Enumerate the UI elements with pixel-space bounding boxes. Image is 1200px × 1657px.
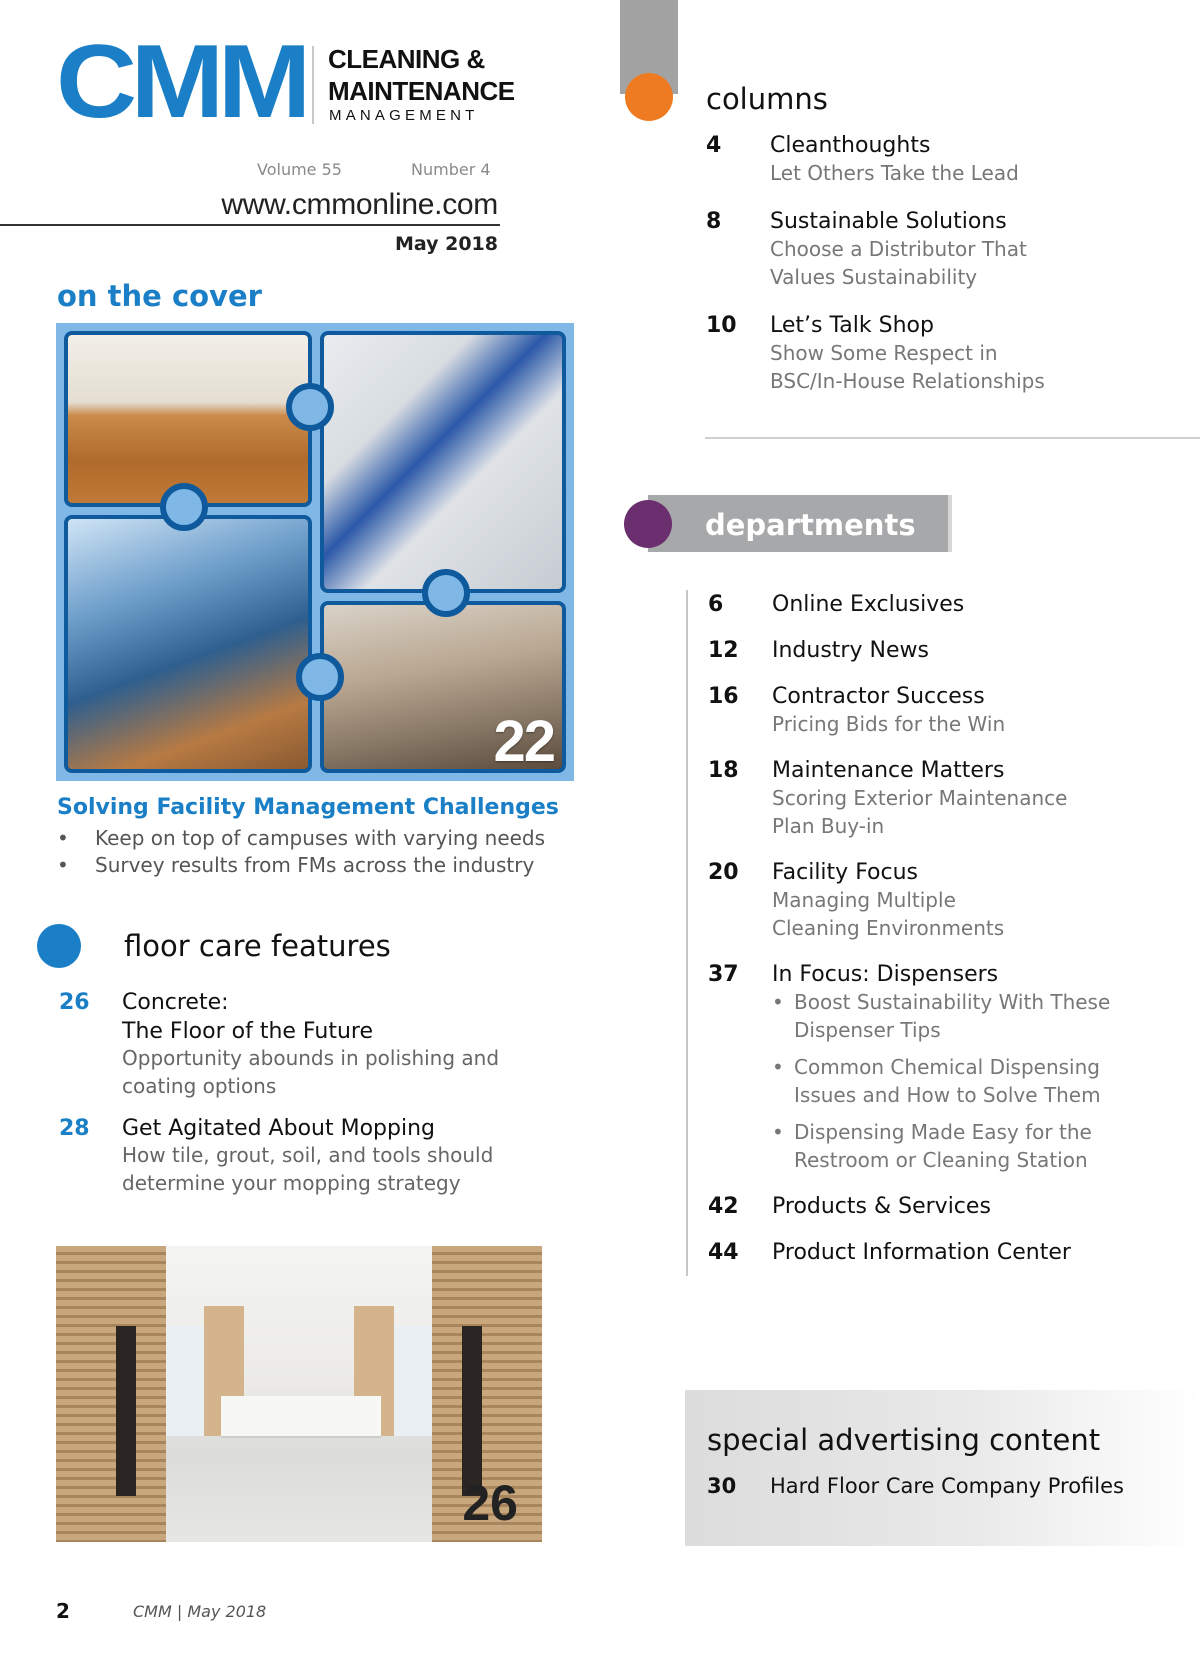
toc-entry-bullet: • Common Chemical Dispensing Issues and How to Solve Them: [772, 1055, 1101, 1107]
toc-entry-description: Opportunity abounds in polishing and: [122, 1046, 500, 1070]
toc-entry-description: Scoring Exterior Maintenance: [772, 786, 1068, 810]
columns-dot-icon: [625, 73, 673, 121]
gym-photo: [64, 331, 312, 507]
cover-puzzle-image: [56, 323, 574, 781]
volume-label: Volume 55: [257, 160, 342, 179]
toc-page-number: 20: [708, 860, 739, 885]
puzzle-knob-icon: [422, 569, 470, 617]
floor-care-heading: floor care features: [124, 929, 391, 963]
cover-bullet: • Survey results from FMs across the industry: [57, 853, 535, 877]
toc-entry-description: Choose a Distributor That: [770, 237, 1027, 261]
toc-entry-description: How tile, grout, soil, and tools should: [122, 1143, 494, 1167]
cmm-logo: CMM: [56, 24, 305, 140]
toc-page-number: 44: [708, 1240, 739, 1265]
cover-bullet: • Keep on top of campuses with varying needs: [57, 826, 546, 850]
folio-magazine-date: CMM | May 2018: [133, 1602, 267, 1621]
toc-entry-description: BSC/In-House Relationships: [770, 369, 1045, 393]
toc-entry-title[interactable]: Hard Floor Care Company Profiles: [770, 1474, 1124, 1498]
toc-page-number: 18: [708, 758, 739, 783]
toc-entry-description: coating options: [122, 1074, 277, 1098]
lobby-photo: [56, 1246, 542, 1542]
toc-entry-title[interactable]: Contractor Success: [772, 684, 985, 709]
issue-number-label: Number 4: [411, 160, 491, 179]
on-the-cover-heading: on the cover: [57, 279, 262, 313]
toc-page-number: 42: [708, 1194, 739, 1219]
toc-entry-description: Plan Buy-in: [772, 814, 885, 838]
toc-entry-description: determine your mopping strategy: [122, 1171, 461, 1195]
toc-page-number: 12: [708, 638, 739, 663]
columns-heading: columns: [706, 82, 828, 116]
toc-page-number: 6: [708, 592, 724, 617]
cover-story-title[interactable]: Solving Facility Management Challenges: [57, 795, 559, 820]
departments-heading: departments: [705, 508, 916, 542]
toc-entry-description: Let Others Take the Lead: [770, 161, 1019, 185]
website-link[interactable]: www.cmmonline.com: [221, 188, 498, 221]
folio-page-number: 2: [56, 1599, 70, 1623]
bullet-icon: •: [772, 1120, 784, 1144]
columns-rule: [705, 437, 1200, 439]
departments-dot-icon: [624, 500, 672, 548]
floor-care-dot-icon: [37, 924, 81, 968]
logo-line-cleaning: CLEANING &: [328, 44, 485, 74]
toc-entry-title[interactable]: Online Exclusives: [772, 592, 965, 617]
toc-entry-title[interactable]: Maintenance Matters: [772, 758, 1005, 783]
toc-entry-description: Pricing Bids for the Win: [772, 712, 1006, 736]
toc-entry-title[interactable]: Facility Focus: [772, 860, 919, 885]
bullet-icon: •: [772, 1055, 784, 1079]
special-content-heading: special advertising content: [707, 1423, 1101, 1457]
toc-entry-bullet: • Dispensing Made Easy for the Restroom or Cleaning Station: [772, 1120, 1092, 1172]
toc-entry-title[interactable]: Concrete:: [122, 990, 229, 1015]
toc-entry-title[interactable]: Sustainable Solutions: [770, 209, 1007, 234]
toc-page-number: 16: [708, 684, 739, 709]
issue-date: May 2018: [394, 233, 498, 255]
toc-entry-title[interactable]: Products & Services: [772, 1194, 991, 1219]
toc-entry-bullet: • Boost Sustainability With These Dispenser Tips: [772, 990, 1111, 1042]
toc-entry-description: Managing Multiple: [772, 888, 956, 912]
toc-entry-title[interactable]: Cleanthoughts: [770, 133, 931, 158]
toc-entry-title[interactable]: The Floor of the Future: [122, 1019, 373, 1044]
puzzle-knob-icon: [286, 383, 334, 431]
toc-page-number: 26: [59, 990, 90, 1015]
toc-entry-title[interactable]: Product Information Center: [772, 1240, 1071, 1265]
toc-page-number: 4: [706, 133, 722, 158]
toc-entry-description: Show Some Respect in: [770, 341, 998, 365]
toc-page-number: 30: [707, 1474, 737, 1498]
lobby-page-number: 26: [462, 1475, 518, 1531]
puzzle-knob-icon: [296, 653, 344, 701]
toc-entry-description: Cleaning Environments: [772, 916, 1005, 940]
masthead-rule: [0, 224, 500, 226]
toc-page-number: 8: [706, 209, 722, 234]
toc-page-number: 10: [706, 313, 737, 338]
dental-office-photo: [320, 331, 566, 593]
toc-page-number: 28: [59, 1116, 90, 1141]
cover-page-number: 22: [493, 709, 554, 774]
bullet-icon: •: [57, 826, 69, 850]
toc-entry-title[interactable]: In Focus: Dispensers: [772, 962, 999, 987]
bullet-icon: •: [772, 990, 784, 1014]
logo-divider: [312, 46, 314, 124]
special-content-panel: [685, 1390, 1200, 1546]
toc-page-number: 37: [708, 962, 739, 987]
toc-entry-title[interactable]: Get Agitated About Mopping: [122, 1116, 435, 1141]
glass-building-photo: [64, 515, 312, 773]
logo-line-maintenance: MAINTENANCE: [328, 76, 515, 106]
toc-entry-title[interactable]: Industry News: [772, 638, 929, 663]
departments-rule: [686, 590, 688, 1276]
toc-entry-title[interactable]: Let’s Talk Shop: [770, 313, 934, 338]
logo-line-management: MANAGEMENT: [329, 107, 479, 124]
bullet-icon: •: [57, 853, 69, 877]
puzzle-knob-icon: [160, 483, 208, 531]
toc-entry-description: Values Sustainability: [770, 265, 978, 289]
